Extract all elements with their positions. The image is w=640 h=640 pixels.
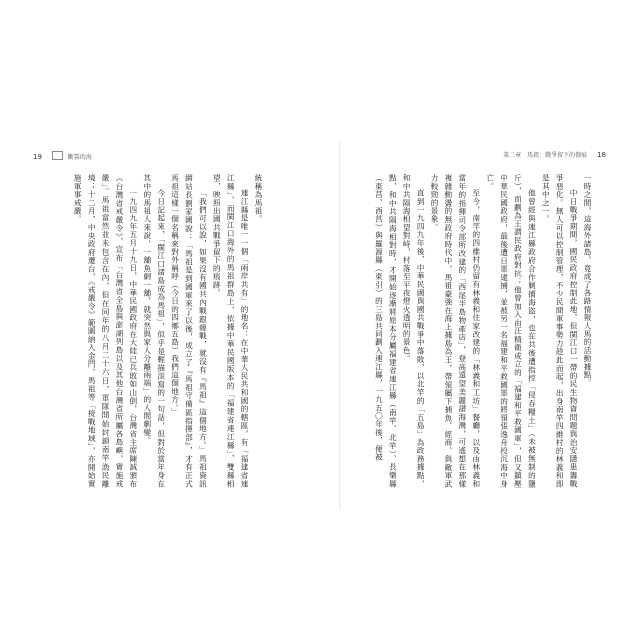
left-paragraph-1: 統稱為馬祖。 xyxy=(254,174,263,224)
chapter-title: 第二章 馬祖：戰爭留下的傷痕 xyxy=(503,152,588,159)
left-paragraph-5: 一九四九年五月十九日，中華民國政府在大陸已兵敗如山倒，台灣省主席陳誠頒布《台灣省戒嚴令》，宣布「台灣省全島與澎湖列島以及其他台灣省所屬各島嶼，實施戒嚴」。馬祖當然並未包含在內，但在同年的八月二十六日，軍隊開始封鎖南竿漁民離境；十二月，中央政府遷台，《戒嚴令》範圍納入金門、馬祖等「接戰地域」，亦開始實施軍事戒嚴。 xyxy=(73,174,138,488)
book-title: 斷裂的海 xyxy=(67,154,92,161)
right-paragraph-2: 中日戰爭期間，國民政府控制此地，但閩江口一帶的民生物資問題與治安隱患籌戰爭惡化。無人可以控制管理，不少民間軍事勢力趁此而起，出身南竿四維村的林義和即是其中之一。 xyxy=(541,174,579,488)
left-paragraph-2: 連江縣是唯一一個「兩岸共有」的地名：在中華人民共和國的轄區，有「福建省連江縣」，而閩江口海外的馬祖群島上，依據中華民國版本的「福建省連江縣」，雙縣相望，映照出國共戰爭留下的痕跡。 xyxy=(212,174,250,488)
book-mark-icon xyxy=(52,151,63,160)
right-page-number: 18 xyxy=(597,151,606,159)
right-page-header xyxy=(503,151,606,160)
left-page xyxy=(20,140,320,510)
right-page-body xyxy=(346,174,594,488)
right-paragraph-3: 他曾經與連江縣政府合作剿捕海盜，也在共後遭指控「侵吞糧土」（未被無制的鹽斤），而劃為王謂民政府對抗；他曾加入由汪精衛成立的「福建和平救國軍」，但又鎮壓中華民國政府，最後遭日軍逮捕，並被另一名福建和平救國軍的將領張逸舟投沉海中身亡。 xyxy=(485,174,537,488)
right-paragraph-5: 直到一九四九年後，中華民國與國共戰爭中落敗，以北竿的「五島」為政務據點，和中共隔海相望對峙，村落至平夜燈火透明的景色。 xyxy=(402,174,426,488)
right-paragraph-1: 一時之間，這海外諸島，竟成了各路情報人馬的活動據點。 xyxy=(583,174,592,388)
left-page-header xyxy=(33,151,92,162)
left-page-number: 19 xyxy=(33,153,42,161)
left-paragraph-3: 「我們可以說，如果沒有國共內戰跟韓戰，就沒有『馬祖』這個地方。」馬祖資訊網站長劉家國說：「馬祖是到國軍來了以後，成立了『馬祖守備區指揮部』，才有正式馬祖這樣一個名稱來對外稱呼（今日的四鄉五島）我們這個地方。」 xyxy=(170,174,208,488)
left-paragraph-4: 今日記起來，「閩江口諸島成為馬祖」，似乎是輕描淡寫的一句話，但對於當年身在其中的馬祖人來說，一舖魚網一舖，就突然與家人分離兩端」的人間劇變。 xyxy=(142,174,166,488)
right-paragraph-6: 點，和中共隔海相對時，才開始逐漸將原本分屬福建省連江縣（南竿、北竿）、長樂縣（東莒、西莒）與羅源縣（東引）的三島共同劃入連江縣，一九五〇年後，便被 xyxy=(374,174,398,488)
left-page-body xyxy=(73,174,265,488)
right-page xyxy=(340,140,620,510)
right-paragraph-4: 至今，南竿的四維村仍留有林義和住家改建的「林義和工坊」餐廳，以及由林義和當年的指揮司令部所改建的「西尾半島物產店」，登高遠望美麗譜海灣，可遙想在那樣複雜動盪的無政府時代中，馬祖豪強在海上據島為王，帶領屬下捕魚、經商、與敵軍武力較勁的景象。 xyxy=(430,174,481,488)
book-spread xyxy=(20,140,620,510)
